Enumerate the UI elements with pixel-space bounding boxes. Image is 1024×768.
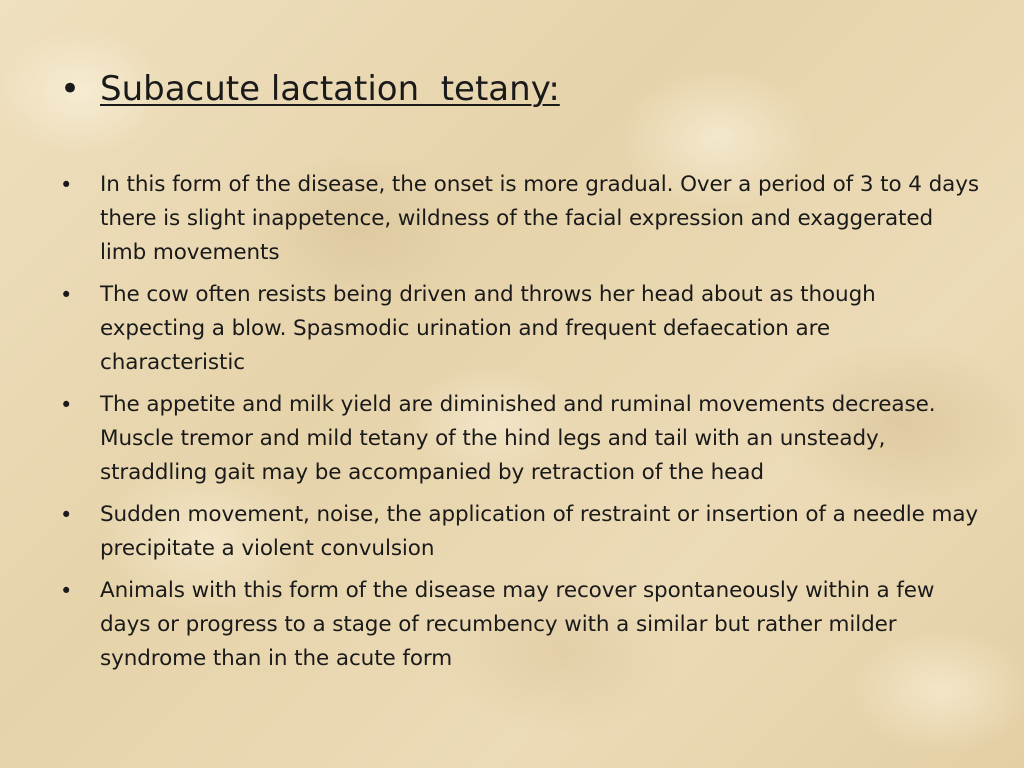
title-row (60, 66, 980, 112)
bullet-dot: • (60, 579, 73, 603)
slide-title: Subacute lactation tetany: (100, 69, 560, 109)
bullet-text: The appetite and milk yield are diminished and ruminal movements decrease. Muscle tremor and mild tetany of the hind legs and tail with an unsteady, straddling gait may be accompanied by retraction of the head (100, 392, 936, 485)
bullet-item (60, 168, 980, 270)
bullet-dot: • (60, 393, 73, 417)
bullet-item (60, 574, 980, 676)
bullet-dot: • (60, 173, 73, 197)
title-bullet: • (60, 69, 81, 109)
bullet-dot: • (60, 503, 73, 527)
bullet-item (60, 388, 980, 490)
bullet-list (60, 168, 980, 684)
bullet-text: Animals with this form of the disease may recover spontaneously within a few days or progress to a stage of recumbency with a similar but rather milder syndrome than in the acute form (100, 578, 935, 671)
bullet-dot: • (60, 283, 73, 307)
bullet-item (60, 498, 980, 566)
bullet-text: In this form of the disease, the onset is more gradual. Over a period of 3 to 4 days there is slight inappetence, wildness of the facial expression and exaggerated limb movements (100, 172, 979, 265)
bullet-item (60, 278, 980, 380)
bullet-text: Sudden movement, noise, the application of restraint or insertion of a needle may precipitate a violent convulsion (100, 502, 979, 561)
bullet-text: The cow often resists being driven and throws her head about as though expecting a blow. Spasmodic urination and frequent defaecation are characteristic (100, 282, 876, 375)
